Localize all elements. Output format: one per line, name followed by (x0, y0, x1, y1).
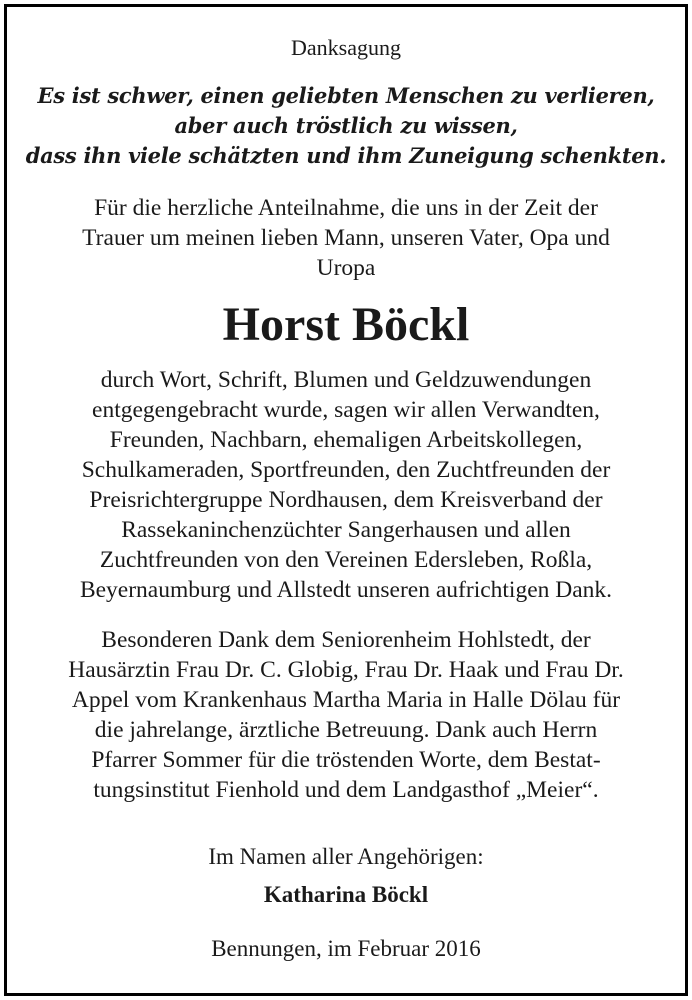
text-line: Zuchtfreunden von den Vereinen Edersleben, Roßla, (99, 547, 593, 573)
quote-line: aber auch tröstlich zu wissen, (174, 113, 518, 138)
text-line: Für die herzliche Anteilnahme, die uns in der Zeit der (94, 195, 598, 221)
obituary-notice (7, 7, 685, 993)
text-line: Preisrichtergruppe Nordhausen, dem Kreisverband der (89, 487, 603, 513)
text-line: Appel vom Krankenhaus Martha Maria in Halle Dölau für (71, 687, 621, 713)
text-line: Trauer um meinen lieben Mann, unseren Vater, Opa und (82, 225, 610, 251)
text-line: Schulkameraden, Sportfreunden, den Zuchtfreunden der (81, 457, 611, 483)
signer-name: Katharina Böckl (263, 882, 429, 907)
text-line: Uropa (316, 255, 376, 281)
text-line: die jahrelange, ärztliche Betreuung. Dank auch Herrn (94, 717, 598, 743)
text-line: Rassekaninchenzüchter Sangerhausen und allen (121, 517, 571, 543)
deceased-name: Horst Böckl (222, 298, 470, 351)
place-date: Bennungen, im Februar 2016 (211, 936, 481, 961)
text-line: entgegengebracht wurde, sagen wir allen Verwandten, (92, 397, 600, 423)
on-behalf-line: Im Namen aller Angehörigen: (208, 844, 484, 869)
text-line: Beyernaumburg und Allstedt unseren aufrichtigen Dank. (79, 577, 613, 603)
text-line: durch Wort, Schrift, Blumen und Geldzuwendungen (100, 367, 592, 393)
text-line: tungsinstitut Fienhold und dem Landgasthof „Meier“. (93, 777, 599, 803)
text-line: Freunden, Nachbarn, ehemaligen Arbeitskollegen, (109, 427, 583, 453)
quote-line: Es ist schwer, einen geliebten Menschen zu verlieren, (37, 83, 655, 108)
text-line: Besonderen Dank dem Seniorenheim Hohlstedt, der (101, 627, 591, 653)
text-line: Pfarrer Sommer für die tröstenden Worte, dem Bestat- (91, 747, 601, 773)
text-line: Hausärztin Frau Dr. C. Globig, Frau Dr. Haak und Frau Dr. (68, 657, 624, 683)
notice-heading: Danksagung (291, 35, 401, 60)
quote-line: dass ihn viele schätzten und ihm Zuneigung schenkten. (25, 143, 667, 168)
